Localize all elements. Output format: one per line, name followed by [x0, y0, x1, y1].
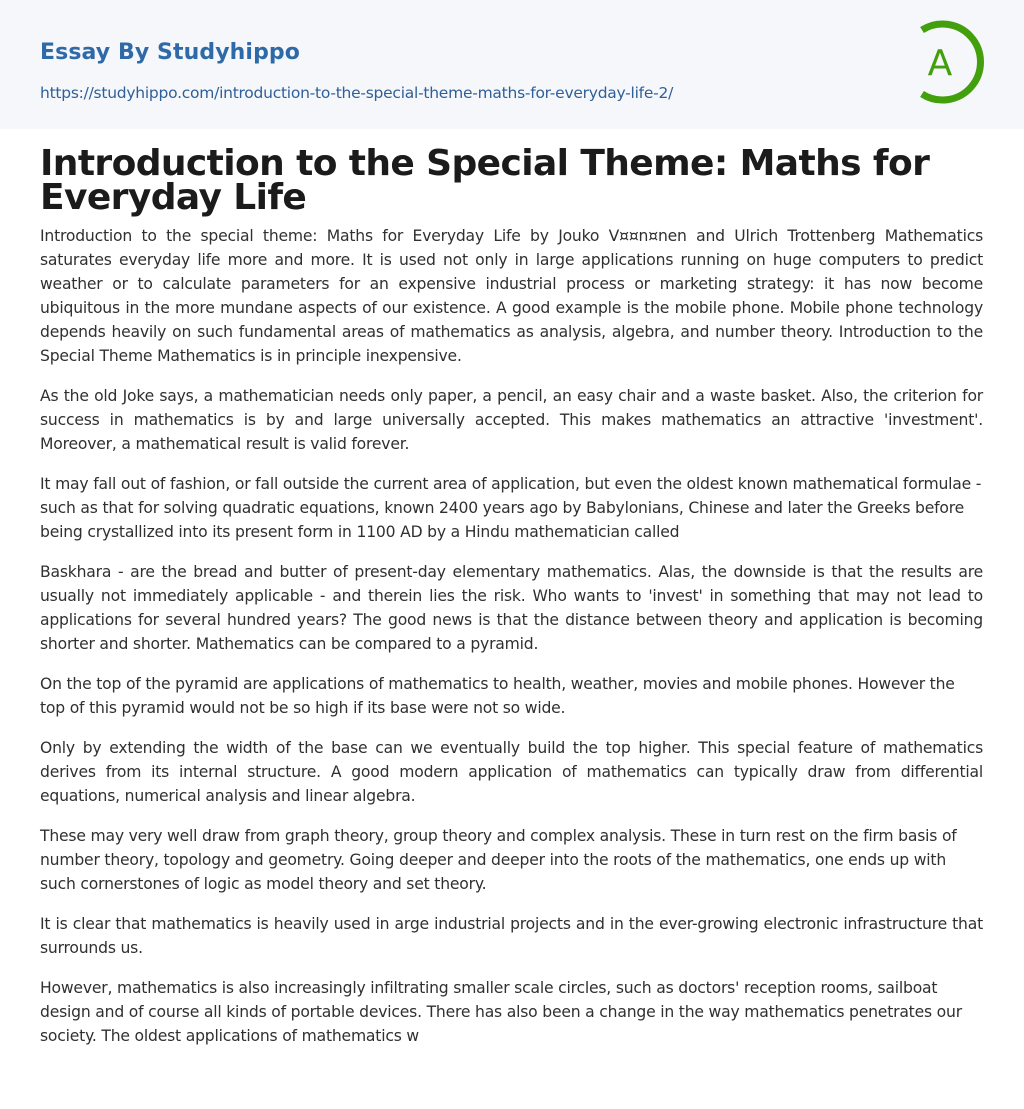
- article-paragraph: It is clear that mathematics is heavily used in arge industrial projects and in the ever-growing electronic infrastructure that surrounds us.: [40, 915, 983, 957]
- site-header: [0, 0, 1024, 129]
- logo-letter: A: [927, 43, 953, 84]
- brand-title: Essay By Studyhippo: [40, 40, 300, 65]
- article-paragraph: As the old Joke says, a mathematician needs only paper, a pencil, an easy chair and a waste basket. Also, the criterion for success in mathematics is by and large universally accepted. This makes mathematics an attractive 'investment'. Moreover, a mathematical result is valid forever.: [40, 387, 983, 453]
- article-paragraph: However, mathematics is also increasingly infiltrating smaller scale circles, such as doctors' reception rooms, sailboat design and of course all kinds of portable devices. There has also been a change in the way mathematics penetrates our society. The oldest applications of mathematics w: [40, 979, 962, 1045]
- article-paragraph: It may fall out of fashion, or fall outside the current area of application, but even the oldest known mathematical formulae - such as that for solving quadratic equations, known 2400 years ago by Babylonians, Chinese and later the Greeks before being crystallized into its present form in 1100 AD by a Hindu mathematician called: [40, 475, 982, 541]
- article-paragraph: Introduction to the special theme: Maths for Everyday Life by Jouko V¤¤n¤nen and Ulrich Trottenberg Mathematics saturates everyday life more and more. It is used not only in large applications running on huge computers to predict weather or to calculate parameters for an expensive industrial process or marketing strategy: it has now become ubiquitous in the more mundane aspects of our existence. A good example is the mobile phone. Mobile phone technology depends heavily on such fundamental areas of mathematics as analysis, algebra, and number theory. Introduction to the Special Theme Mathematics is in principle inexpensive.: [40, 227, 983, 365]
- source-url-link[interactable]: https://studyhippo.com/introduction-to-the-special-theme-maths-for-everyday-life-2/: [40, 84, 674, 102]
- article-paragraph: On the top of the pyramid are applications of mathematics to health, weather, movies and mobile phones. However the top of this pyramid would not be so high if its base were not so wide.: [40, 675, 955, 717]
- article: [0, 129, 1024, 1104]
- article-paragraph: These may very well draw from graph theory, group theory and complex analysis. These in turn rest on the firm basis of number theory, topology and geometry. Going deeper and deeper into the roots of the mathematics, one ends up with such cornerstones of logic as model theory and set theory.: [40, 827, 957, 893]
- article-paragraph: Only by extending the width of the base can we eventually build the top higher. This special feature of mathematics derives from its internal structure. A good modern application of mathematics can typically draw from differential equations, numerical analysis and linear algebra.: [40, 739, 983, 805]
- article-title: Introduction to the Special Theme: Maths for Everyday Life: [40, 143, 930, 218]
- article-paragraph: Baskhara - are the bread and butter of present-day elementary mathematics. Alas, the downside is that the results are usually not immediately applicable - and therein lies the risk. Who wants to 'invest' in something that may not lead to applications for several hundred years? The good news is that the distance between theory and application is becoming shorter and shorter. Mathematics can be compared to a pyramid.: [40, 563, 983, 653]
- studyhippo-logo-icon: [914, 18, 986, 106]
